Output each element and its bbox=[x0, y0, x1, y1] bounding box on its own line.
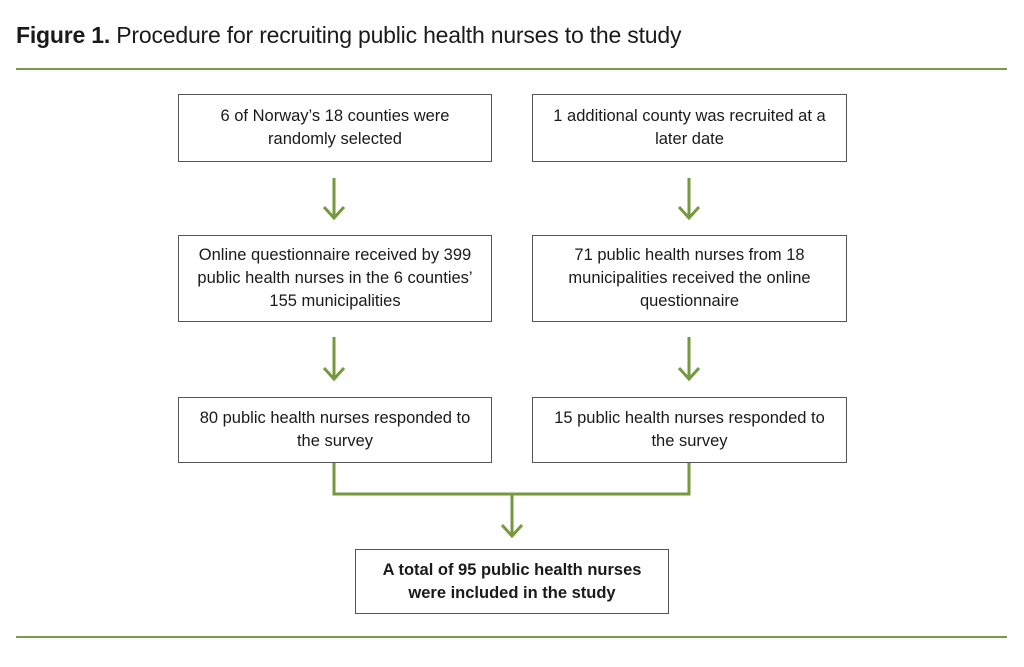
figure-label: Figure 1. bbox=[16, 22, 111, 48]
step-box-right-1: 1 additional county was recruited at a later date bbox=[532, 94, 847, 162]
arrow-down-icon bbox=[324, 337, 344, 379]
bottom-divider bbox=[16, 636, 1007, 638]
arrow-down-icon bbox=[324, 178, 344, 218]
step-box-right-2: 71 public health nurses from 18 municipalities received the online questionnaire bbox=[532, 235, 847, 322]
merge-connector bbox=[334, 462, 689, 536]
arrow-down-icon bbox=[679, 337, 699, 379]
step-box-left-2: Online questionnaire received by 399 public health nurses in the 6 counties’ 155 municipalities bbox=[178, 235, 492, 322]
step-box-left-3: 80 public health nurses responded to the survey bbox=[178, 397, 492, 463]
step-box-right-3: 15 public health nurses responded to the survey bbox=[532, 397, 847, 463]
step-box-left-1: 6 of Norway’s 18 counties were randomly selected bbox=[178, 94, 492, 162]
final-total-box: A total of 95 public health nurses were included in the study bbox=[355, 549, 669, 614]
figure-caption: Procedure for recruiting public health nurses to the study bbox=[116, 22, 682, 48]
arrow-down-icon bbox=[679, 178, 699, 218]
